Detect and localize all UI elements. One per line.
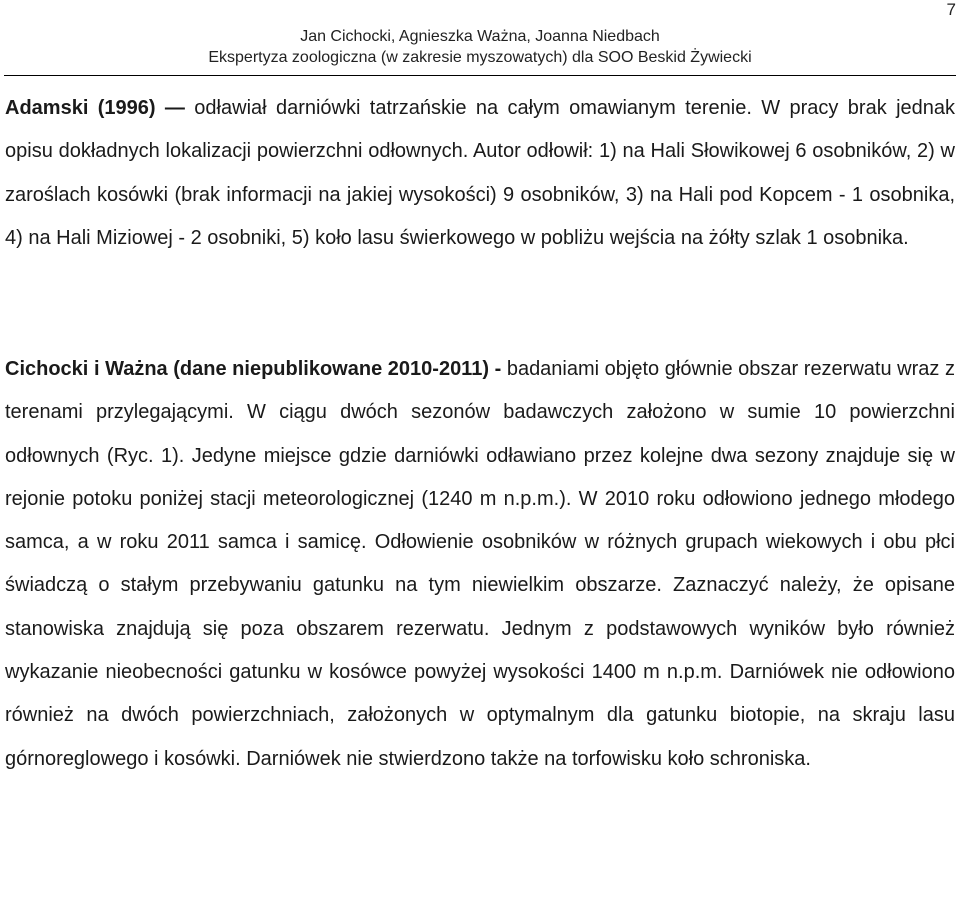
paragraph-lead: Cichocki i Ważna (dane niepublikowane 2010-2011) - bbox=[5, 358, 502, 380]
paragraph-body: odławiał darniówki tatrzańskie na całym omawianym terenie. W pracy brak jednak opisu dokładnych lokalizacji powierzchni odłownych. Autor odłowił: 1) na Hali Słowikowej 6 osobników, 2) w zaroślach kosówki (brak informacji na jakiej wysokości) 9 osobników, 3) na Hali pod Kopcem - 1 osobnika, 4) na Hali Miziowej - 2 osobniki, 5) koło lasu świerkowego w pobliżu wejścia na żółty szlak 1 osobnika. bbox=[5, 97, 956, 249]
paragraph-body: badaniami objęto głównie obszar rezerwatu wraz z terenami przylegającymi. W ciągu dwóch sezonów badawczych założono w sumie 10 powierzchni odłownych (Ryc. 1). Jedyne miejsce gdzie darniówki odławiano przez kolejne dwa sezony znajduje się w rejonie potoku poniżej stacji meteorologicznej (1240 m n.p.m.). W 2010 roku odłowiono jednego młodego samca, a w roku 2011 samca i samicę. Odłowienie osobników w różnych grupach wiekowych i obu płci świadczą o stałym przebywaniu gatunku na tym niewielkim obszarze. Zaznaczyć należy, że opisane stanowiska znajdują się poza obszarem rezerwatu. Jednym z podstawowych wyników było również wykazanie nieobecności gatunku w kosówce powyżej wysokości 1400 m n.p.m. Darniówek nie odłowiono również na dwóch powierzchniach, założonych w optymalnym dla gatunku biotopie, na skraju lasu górnoreglowego i kosówki. Darniówek nie stwierdzono także na torfowisku koło schroniska. bbox=[5, 358, 955, 770]
running-header bbox=[0, 26, 960, 68]
paragraph-adamski bbox=[5, 87, 955, 260]
header-authors: Jan Cichocki, Agnieszka Ważna, Joanna Niedbach bbox=[300, 28, 660, 45]
page-number: 7 bbox=[946, 0, 956, 19]
header-divider bbox=[4, 75, 956, 76]
header-title: Ekspertyza zoologiczna (w zakresie myszowatych) dla SOO Beskid Żywiecki bbox=[208, 49, 752, 66]
paragraph-cichocki-wazna bbox=[5, 348, 955, 781]
paragraph-lead: Adamski (1996) — bbox=[5, 97, 185, 119]
